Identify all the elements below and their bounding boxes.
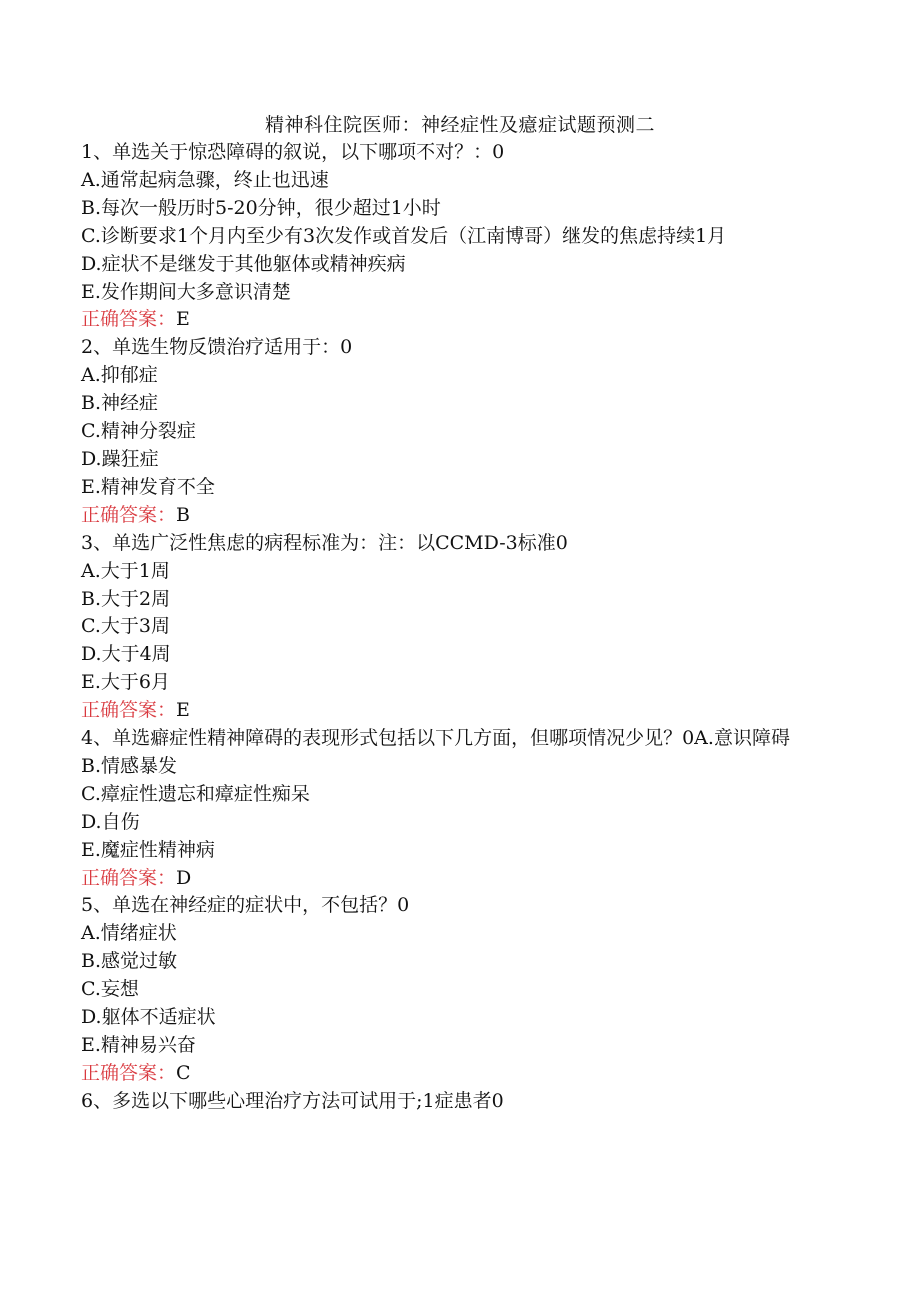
option-d: D.大于4周 — [81, 643, 171, 666]
option-e: E.大于6月 — [81, 671, 170, 694]
question-4 — [81, 725, 831, 892]
answer-label: 正确答案： — [81, 503, 177, 526]
correct-answer — [81, 502, 831, 530]
option-d: D.自伤 — [81, 810, 140, 833]
option-a: A.大于1周 — [81, 559, 170, 582]
option-e: E.魔症性精神病 — [81, 838, 215, 861]
answer-label: 正确答案： — [81, 1061, 177, 1084]
question-6 — [81, 1088, 831, 1116]
question-stem: 1、单选关于惊恐障碍的叙说，以下哪项不对？：0 — [81, 141, 505, 163]
question-3 — [81, 530, 831, 725]
answer-value: B — [176, 503, 190, 526]
answer-label: 正确答案： — [81, 308, 177, 331]
option-d: D.躯体不适症状 — [81, 1006, 216, 1029]
option-e: E.发作期间大多意识清楚 — [81, 280, 291, 303]
correct-answer — [81, 865, 831, 893]
option-c: C.大于3周 — [81, 615, 170, 638]
question-stem: 5、单选在神经症的症状中，不包括？0 — [81, 894, 410, 917]
answer-value: C — [176, 1061, 191, 1084]
option-a: A.情绪症状 — [81, 922, 177, 945]
option-b: B.感觉过敏 — [81, 950, 178, 973]
question-list — [81, 139, 831, 1116]
option-c: C.瘴症性遗忘和瘴症性痴呆 — [81, 782, 310, 805]
document-title: 精神科住院医师：神经症性及癔症试题预测二 — [264, 114, 655, 136]
option-c: C.诊断要求1个月内至少有3次发作或首发后（江南博哥）继发的焦虑持续1月 — [81, 224, 727, 247]
question-stem: 6、多选以下哪些心理治疗方法可试用于;1症患者0 — [81, 1089, 504, 1112]
answer-value: D — [176, 866, 192, 889]
question-1 — [81, 139, 831, 334]
option-b: B.大于2周 — [81, 587, 171, 610]
answer-label: 正确答案： — [81, 699, 177, 722]
correct-answer — [81, 1060, 831, 1088]
option-d: D.症状不是继发于其他躯体或精神疾病 — [81, 252, 406, 275]
option-b: B.每次一般历时5-20分钟，很少超过1小时 — [81, 196, 441, 219]
option-c: C.精神分裂症 — [81, 420, 196, 443]
option-b: B.神经症 — [81, 392, 159, 415]
question-stem: 3、单选广泛性焦虑的病程标准为：注：以CCMD-3标准0 — [81, 531, 568, 554]
option-e: E.精神发育不全 — [81, 475, 215, 498]
answer-value: E — [176, 308, 190, 331]
answer-label: 正确答案： — [81, 866, 177, 889]
option-e: E.精神易兴奋 — [81, 1034, 196, 1056]
correct-answer — [81, 306, 831, 334]
correct-answer — [81, 697, 831, 725]
answer-value: E — [176, 699, 190, 722]
option-c: C.妄想 — [81, 978, 139, 1001]
question-stem: 2、单选生物反馈治疗适用于：0 — [81, 336, 353, 359]
question-5 — [81, 892, 831, 1087]
option-a: A.通常起病急骤，终止也迅速 — [81, 168, 329, 191]
option-b: B.情感暴发 — [81, 754, 178, 777]
question-2 — [81, 334, 831, 529]
option-d: D.躁狂症 — [81, 447, 159, 470]
question-stem: 4、单选癖症性精神障碍的表现形式包括以下几方面，但哪项情况少见？0A.意识障碍 — [81, 727, 790, 750]
option-a: A.抑郁症 — [81, 364, 158, 387]
